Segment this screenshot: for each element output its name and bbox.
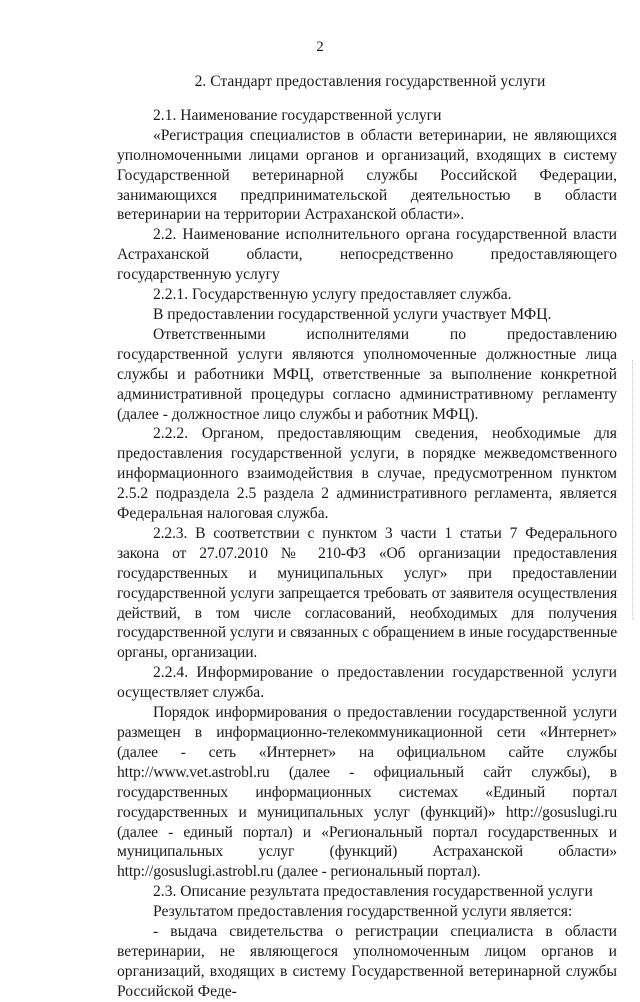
paragraph: 2.2.4. Информирование о предоставлении государственной услуги осуществляет служба. bbox=[117, 664, 617, 702]
paragraph: 2.2.2. Органом, предоставляющим сведения, необходимые для предоставления государственной услуги, в порядке межведомственного информационного взаимодействия в случае, предусмотренном пунктом 2.5.2 подраздела 2.5 раздела 2 административного регламента, является Федеральная налоговая служба. bbox=[117, 425, 617, 523]
paragraph: - выдача свидетельства о регистрации специалиста в области ветеринарии, не являющегося уполномоченным лицом органов и организаций, входящих в систему Государственной ветеринарной службы Российской Феде- bbox=[117, 923, 617, 1000]
paragraph: 2.2.1. Государственную услугу предоставляет служба. bbox=[153, 286, 512, 304]
scan-margin-artifact bbox=[632, 360, 639, 620]
paragraph: «Регистрация специалистов в области ветеринарии, не являющихся уполномоченными лицами органов и организаций, входящих в систему Государственной ветеринарной службы Российской Федерации, занимающихся предпринимательской деятельностью в области ветеринарии на территории Астраханской области». bbox=[117, 126, 617, 224]
subsection-heading: 2.2. Наименование исполнительного органа государственной власти Астраханской области, непосредственно предоставляющего государственную услугу bbox=[117, 226, 617, 284]
section-title: 2. Стандарт предоставления государственной услуги bbox=[194, 73, 546, 90]
paragraph: Результатом предоставления государственной услуги является: bbox=[153, 903, 573, 921]
page-number: 2 bbox=[316, 39, 324, 55]
subsection-heading: 2.1. Наименование государственной услуги bbox=[153, 106, 442, 124]
subsection-heading: 2.3. Описание результата предоставления государственной услуги bbox=[153, 883, 593, 901]
paragraph: В предоставлении государственной услуги участвует МФЦ. bbox=[153, 305, 552, 323]
paragraph: Ответственными исполнителями по предоставлению государственной услуги являются уполномоченные должностные лица службы и работники МФЦ, ответственные за выполнение конкретной административной процедуры согласно административному регламенту (далее - должностное лицо службы и работник МФЦ). bbox=[117, 325, 617, 423]
paragraph: 2.2.3. В соответствии с пунктом 3 части 1 статьи 7 Федерального закона от 27.07.2010 № 210-ФЗ «Об организации предоставления государственных и муниципальных услуг» при предоставлении государственной услуги запрещается требовать от заявителя осуществления действий, в том числе согласований, необходимых для получения государственной услуги и связанных с обращением в иные государственные органы, организации. bbox=[117, 524, 617, 662]
paragraph: Порядок информирования о предоставлении государственной услуги размещен в информационно-телекоммуникационной сети «Интернет» (далее - сеть «Интернет» на официальном сайте службы http://www.vet.astrobl.ru (далее - официальный сайт службы), в государственных информационных системах «Единый портал государственных и муниципальных услуг (функций)» http://gosuslugi.ru (далее - единый портал) и «Региональный портал государственных и муниципальных услуг (функций) Астраханской области» http://gosuslugi.astrobl.ru (далее - региональный портал). bbox=[117, 704, 617, 881]
document-body bbox=[117, 72, 617, 1002]
